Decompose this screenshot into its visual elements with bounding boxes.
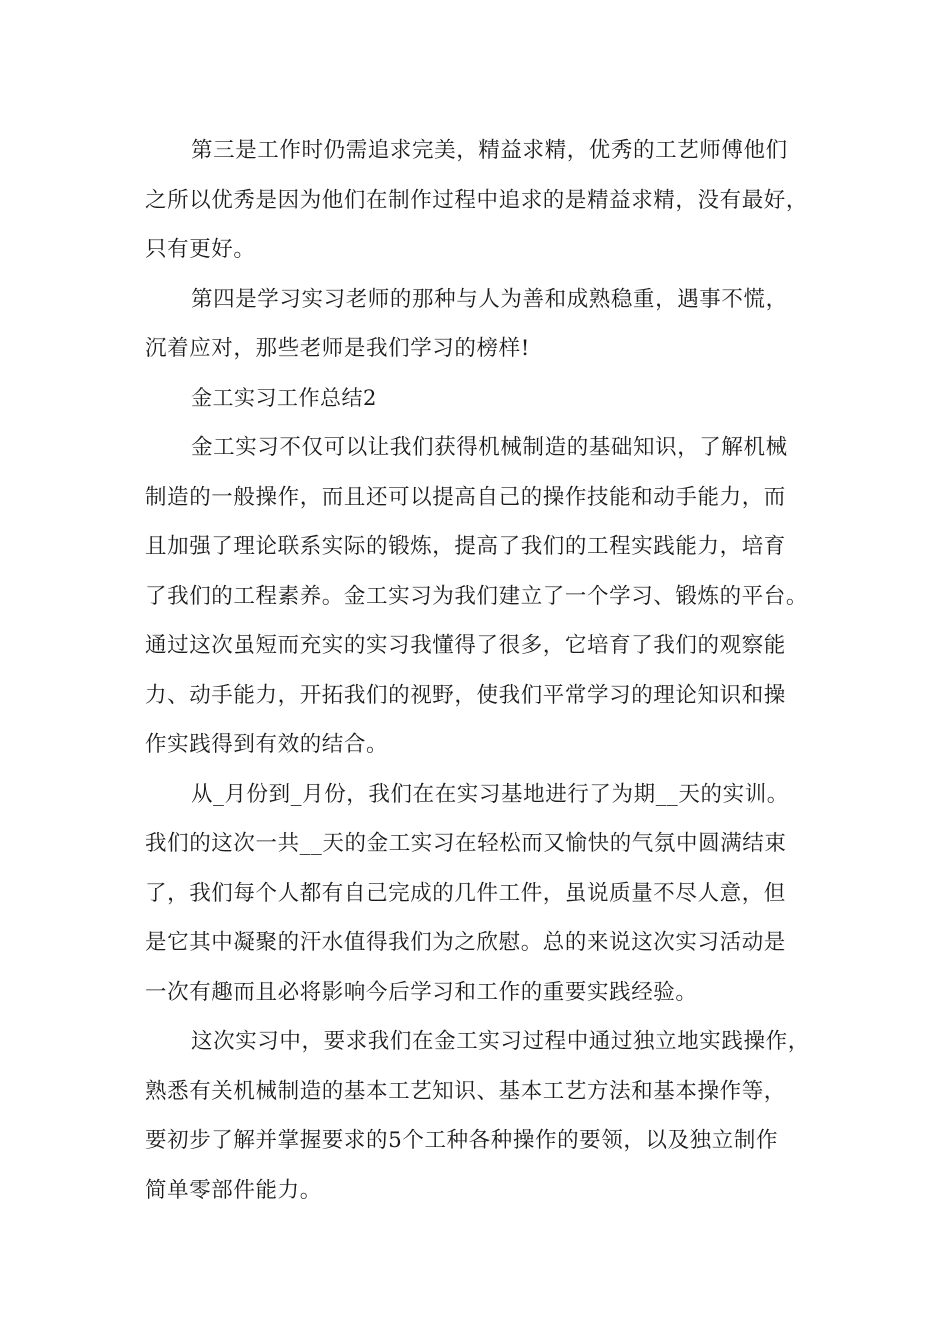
text-line: 力、动手能力，开拓我们的视野，使我们平常学习的理论知识和操 [145, 682, 786, 708]
text-line: 是它其中凝聚的汗水值得我们为之欣慰。总的来说这次实习活动是 [145, 930, 786, 955]
paragraph-intro [145, 423, 830, 770]
text-line: 第四是学习实习老师的那种与人为善和成熟稳重，遇事不慌， [191, 286, 788, 312]
text-line: 之所以优秀是因为他们在制作过程中追求的是精益求精，没有最好， [145, 187, 809, 213]
paragraph-duration [145, 770, 830, 1018]
text-line: 这次实习中，要求我们在金工实习过程中通过独立地实践操作， [191, 1029, 810, 1054]
text-line: 一次有趣而且必将影响今后学习和工作的重要实践经验。 [145, 979, 698, 1005]
text-line: 熟悉有关机械制造的基本工艺知识、基本工艺方法和基本操作等， [145, 1078, 786, 1104]
text-line: 了我们的工程素养。金工实习为我们建立了一个学习、锻炼的平台。 [145, 583, 809, 609]
text-line: 第三是工作时仍需追求完美，精益求精，优秀的工艺师傅他们 [191, 138, 788, 163]
text-line: 我们的这次一共__天的金工实习在轻松而又愉快的气氛中圆满结束 [145, 831, 787, 856]
paragraph-requirements [145, 1017, 830, 1215]
text-line: 了，我们每个人都有自己完成的几件工件，虽说质量不尽人意，但 [145, 880, 786, 906]
text-line: 简单零部件能力。 [145, 1177, 322, 1203]
text-line: 沉着应对，那些老师是我们学习的榜样! [145, 336, 530, 361]
paragraph-fourth-point [145, 275, 830, 374]
text-line: 金工实习不仅可以让我们获得机械制造的基础知识，了解机械 [191, 435, 788, 460]
paragraph-third-point [145, 126, 830, 275]
text-line: 作实践得到有效的结合。 [145, 732, 389, 757]
text-line: 从_月份到_月份，我们在在实习基地进行了为期__天的实训。 [191, 781, 789, 807]
text-line: 要初步了解并掌握要求的5个工种各种操作的要领，以及独立制作 [145, 1128, 779, 1153]
document-body [145, 126, 830, 1215]
text-line: 通过这次虽短而充实的实习我懂得了很多，它培育了我们的观察能 [145, 633, 786, 658]
text-line: 只有更好。 [145, 237, 256, 262]
text-line: 且加强了理论联系实际的锻炼，提高了我们的工程实践能力，培育 [145, 534, 786, 559]
text-line: 制造的一般操作，而且还可以提高自己的操作技能和动手能力，而 [145, 484, 786, 510]
section-heading: 金工实习工作总结2 [191, 385, 377, 410]
